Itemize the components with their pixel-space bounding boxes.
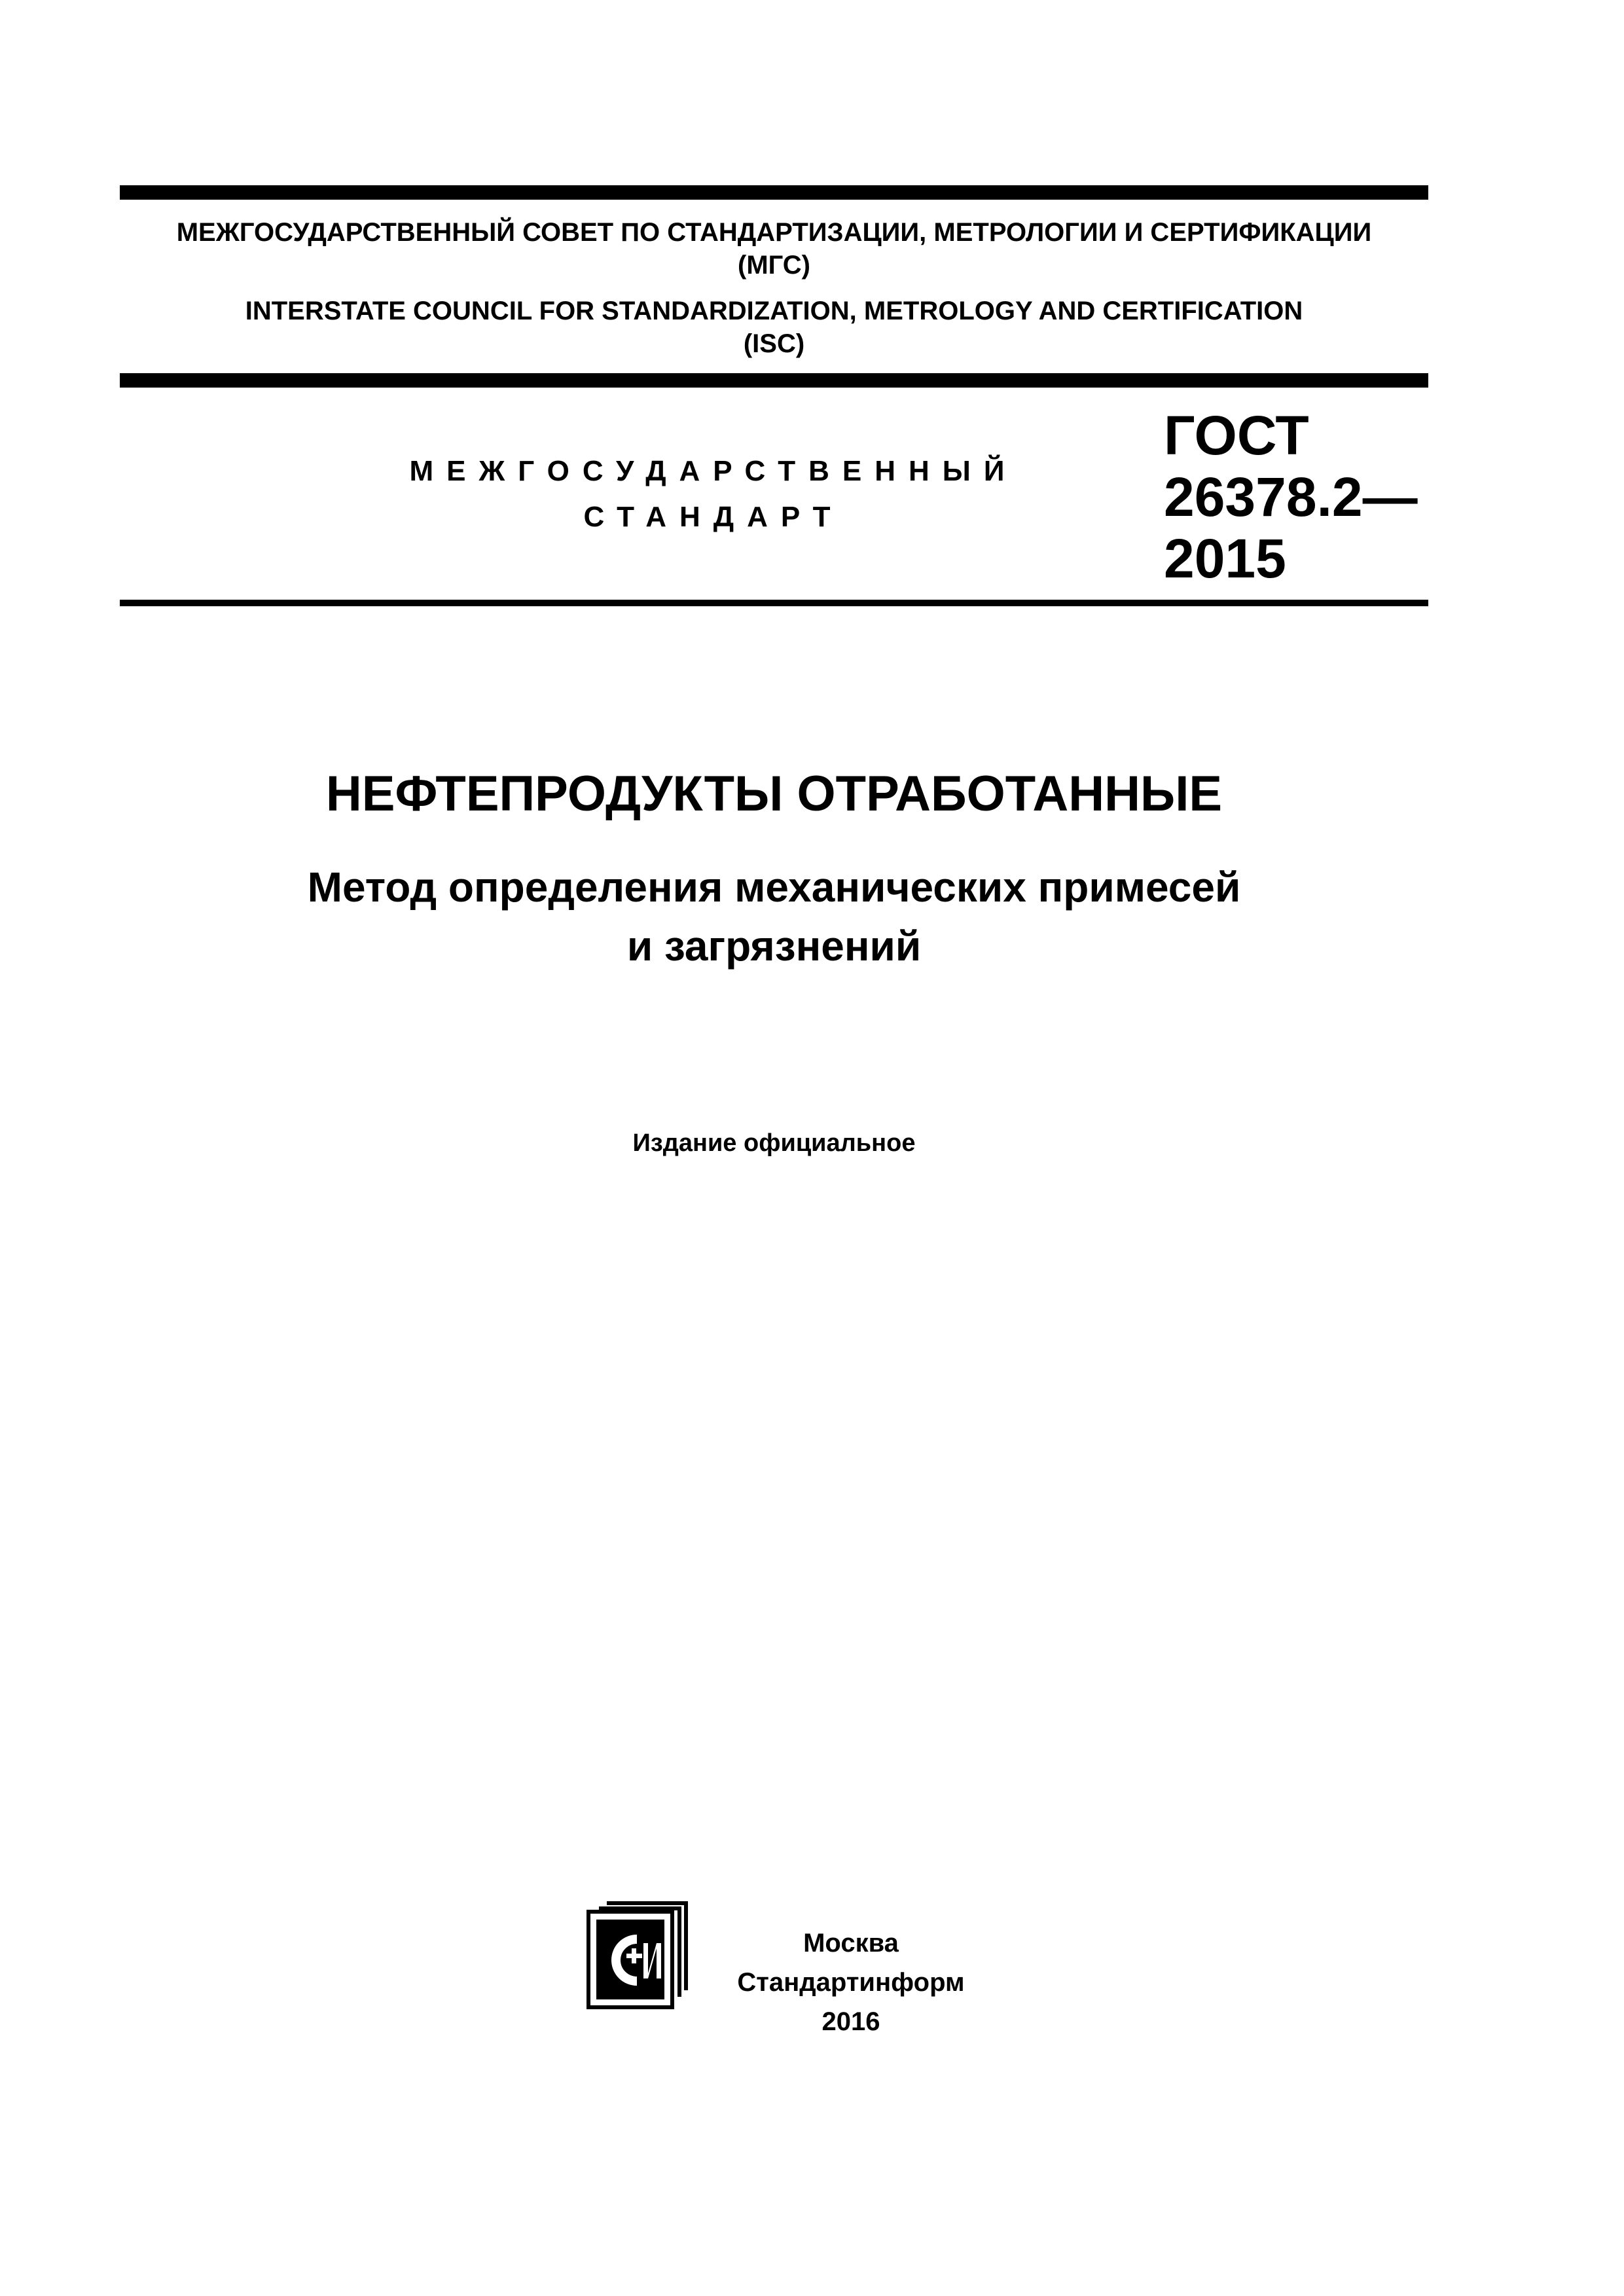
- header-middle-rule: [120, 373, 1428, 388]
- gost-year: 2015: [1164, 528, 1286, 589]
- gost-designation: [1164, 405, 1418, 589]
- document-subtitle: [120, 858, 1428, 975]
- council-ru-abbr: (МГС): [738, 251, 810, 280]
- standard-kind: [367, 448, 1060, 540]
- subtitle-line1: Метод определения механических примесей: [307, 864, 1241, 911]
- subtitle-line2: и загрязнений: [626, 922, 922, 970]
- publisher-name: Стандартинформ: [737, 1968, 965, 1997]
- edition-note: Издание официальное: [632, 1129, 916, 1157]
- publisher-city: Москва: [803, 1929, 899, 1958]
- standard-kind-line2: СТАНДАРТ: [583, 501, 844, 533]
- header-bottom-rule: [120, 600, 1428, 606]
- standartinform-logo-icon: [586, 1899, 691, 2010]
- council-en-line: INTERSTATE COUNCIL FOR STANDARDIZATION, METROLOGY AND CERTIFICATION: [245, 297, 1303, 325]
- standard-kind-line1: МЕЖГОСУДАРСТВЕННЫЙ: [409, 455, 1018, 487]
- council-name-ru: [120, 216, 1428, 282]
- gost-label: ГОСТ: [1164, 405, 1309, 466]
- header-top-rule: [120, 185, 1428, 200]
- gost-number: 26378.2—: [1164, 466, 1418, 528]
- document-title: НЕФТЕПРОДУКТЫ ОТРАБОТАННЫЕ: [325, 766, 1223, 822]
- council-en-abbr: (ISC): [743, 329, 805, 358]
- publisher-year: 2016: [821, 2007, 880, 2036]
- council-name-en: [120, 295, 1428, 360]
- council-ru-line: МЕЖГОСУДАРСТВЕННЫЙ СОВЕТ ПО СТАНДАРТИЗАЦИИ, МЕТРОЛОГИИ И СЕРТИФИКАЦИИ: [176, 218, 1372, 247]
- publisher-block: [713, 1923, 988, 2041]
